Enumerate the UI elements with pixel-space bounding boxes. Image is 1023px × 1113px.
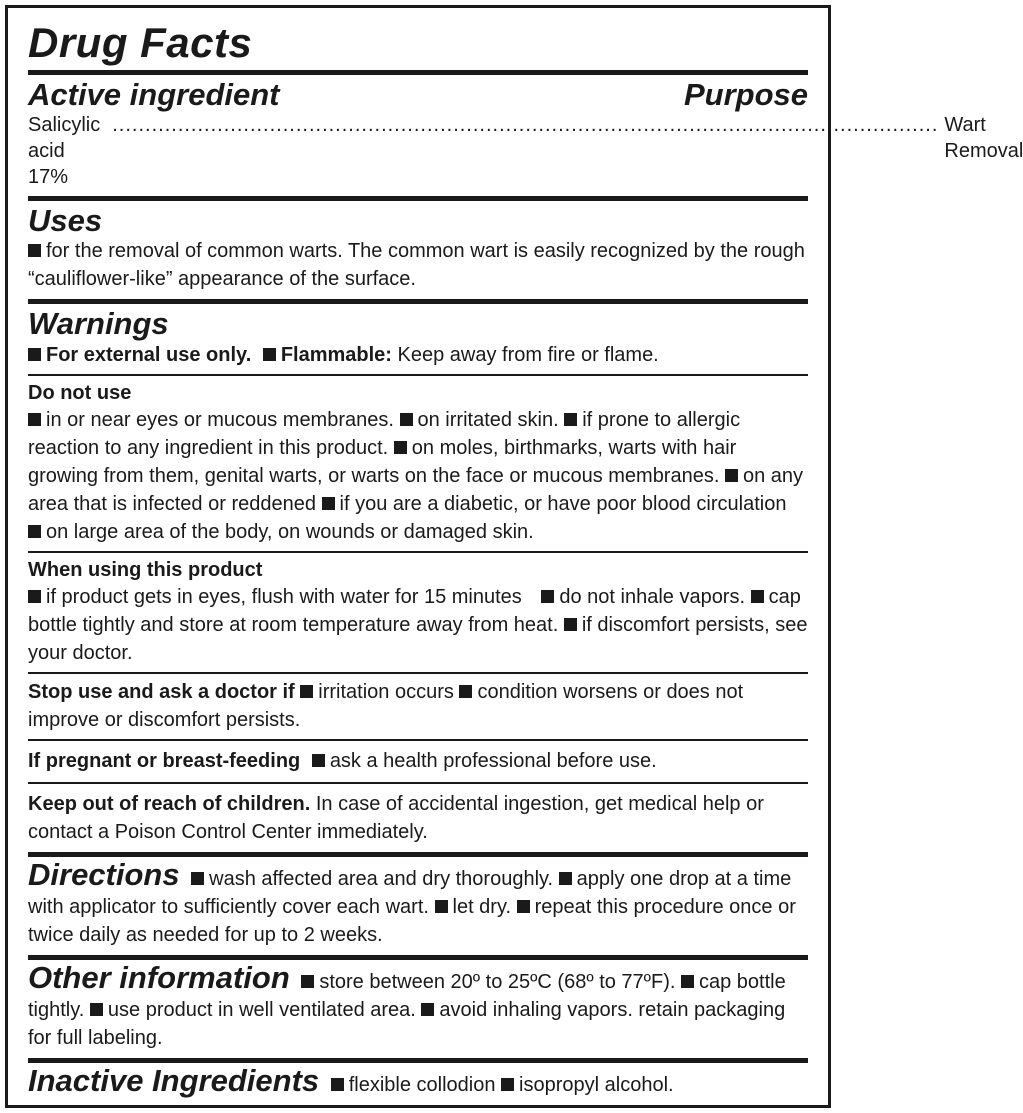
- list-item: on any area that is infected or reddened: [28, 464, 804, 515]
- list-item: if you are a diabetic, or have poor blood circulation: [339, 492, 787, 515]
- list-item: store between 20º to 25ºC (68º to 77ºF).: [319, 970, 676, 993]
- when-using-section: [28, 553, 808, 667]
- keep-out-heading: Keep out of reach of children.: [28, 792, 311, 815]
- list-item: let dry.: [452, 895, 512, 918]
- stop-use-section: [28, 674, 808, 734]
- bullet-square-icon: [459, 685, 472, 698]
- bullet-square-icon: [501, 1078, 514, 1091]
- purpose-heading: Purpose: [683, 77, 808, 112]
- bullet-square-icon: [421, 1003, 434, 1016]
- bullet-square-icon: [435, 900, 448, 913]
- bullet-square-icon: [28, 590, 41, 603]
- uses-text: [28, 237, 808, 293]
- active-ingredient-section: [28, 75, 1023, 190]
- bullet-square-icon: [559, 872, 572, 885]
- bullet-square-icon: [90, 1003, 103, 1016]
- bullet-square-icon: [725, 469, 738, 482]
- directions-section: [28, 857, 808, 949]
- list-item: cap bottle tightly and store at room temperature away from heat.: [28, 585, 801, 636]
- ingredient-name: Salicylic acid 17%: [28, 113, 101, 188]
- drug-facts-panel: [5, 5, 1023, 1108]
- warnings-text: [28, 341, 808, 369]
- warnings-section: [28, 304, 808, 369]
- bullet-square-icon: [751, 590, 764, 603]
- inactive-section: [28, 1063, 808, 1099]
- do-not-use-heading: Do not use: [28, 381, 132, 404]
- active-ingredient-heading: Active ingredient: [28, 77, 280, 112]
- ingredient-purpose: Wart Removal: [944, 113, 1023, 162]
- list-item: condition worsens or does not improve or discomfort persists.: [28, 680, 744, 731]
- bullet-square-icon: [394, 441, 407, 454]
- bullet-square-icon: [28, 525, 41, 538]
- list-item: irritation occurs: [318, 680, 454, 703]
- bullet-square-icon: [28, 413, 41, 426]
- list-item: if discomfort persists, see your doctor.: [28, 613, 808, 664]
- list-item: on moles, birthmarks, warts with hair growing from them, genital warts, or warts on the face or mucous membranes.: [28, 436, 737, 487]
- list-item: in or near eyes or mucous membranes.: [46, 408, 394, 431]
- bullet-square-icon: [564, 618, 577, 631]
- bullet-square-icon: [312, 754, 325, 767]
- uses-heading: Uses: [28, 202, 103, 238]
- pregnant-section: [28, 741, 808, 777]
- external-use-warning: For external use only.: [46, 343, 252, 366]
- bullet-square-icon: [681, 975, 694, 988]
- page-title: Drug Facts: [28, 19, 253, 66]
- uses-section: [28, 201, 808, 294]
- active-header-row: [28, 79, 808, 112]
- pregnant-heading: If pregnant or breast-feeding: [28, 749, 301, 772]
- bullet-square-icon: [301, 975, 314, 988]
- list-item: repeat this procedure once or twice daily as needed for up to 2 weeks.: [28, 895, 796, 946]
- list-item: isopropyl alcohol.: [519, 1073, 674, 1096]
- flammable-label: Flammable:: [280, 343, 392, 366]
- list-item: on large area of the body, on wounds or damaged skin.: [46, 520, 534, 543]
- list-item: do not inhale vapors.: [559, 585, 746, 608]
- bullet-square-icon: [28, 348, 41, 361]
- bullet-square-icon: [564, 413, 577, 426]
- bullet-square-icon: [191, 872, 204, 885]
- leader-dots: ..............................................................................................................................: [112, 113, 939, 136]
- list-item: avoid inhaling vapors. retain packaging for full labeling.: [28, 998, 786, 1049]
- list-item: flexible collodion: [348, 1073, 496, 1096]
- pregnant-text: ask a health professional before use.: [329, 749, 657, 772]
- bullet-square-icon: [517, 900, 530, 913]
- other-info-section: [28, 960, 808, 1052]
- list-item: use product in well ventilated area.: [107, 998, 416, 1021]
- list-item: if prone to allergic reaction to any ingredient in this product.: [28, 408, 741, 459]
- stop-use-heading: Stop use and ask a doctor if: [28, 680, 295, 703]
- list-item: apply one drop at a time with applicator to sufficiently cover each wart.: [28, 867, 792, 918]
- bullet-square-icon: [300, 685, 313, 698]
- bullet-square-icon: [400, 413, 413, 426]
- active-ingredient-row: [28, 112, 1023, 190]
- list-item: on irritated skin.: [417, 408, 559, 431]
- do-not-use-list: [28, 406, 808, 546]
- flammable-text: Keep away from fire or flame.: [397, 343, 659, 366]
- keep-out-section: [28, 784, 808, 846]
- warnings-heading: Warnings: [28, 306, 169, 342]
- bullet-square-icon: [28, 244, 41, 257]
- inactive-heading: Inactive Ingredients: [28, 1062, 320, 1098]
- do-not-use-section: [28, 376, 808, 546]
- when-using-list: [28, 583, 808, 667]
- when-using-heading: When using this product: [28, 558, 263, 581]
- directions-heading: Directions: [28, 856, 180, 892]
- list-item: if product gets in eyes, flush with water for 15 minutes: [46, 585, 522, 608]
- bullet-square-icon: [263, 348, 276, 361]
- bullet-square-icon: [322, 497, 335, 510]
- list-item: cap bottle tightly.: [28, 970, 786, 1021]
- keep-out-text: In case of accidental ingestion, get medical help or contact a Poison Control Center immediately.: [28, 792, 764, 843]
- list-item: wash affected area and dry thoroughly.: [209, 867, 554, 890]
- bullet-square-icon: [541, 590, 554, 603]
- other-info-heading: Other information: [28, 959, 290, 995]
- bullet-square-icon: [331, 1078, 344, 1091]
- uses-item: for the removal of common warts. The common wart is easily recognized by the rough “cauliflower-like” appearance of the surface.: [28, 240, 805, 291]
